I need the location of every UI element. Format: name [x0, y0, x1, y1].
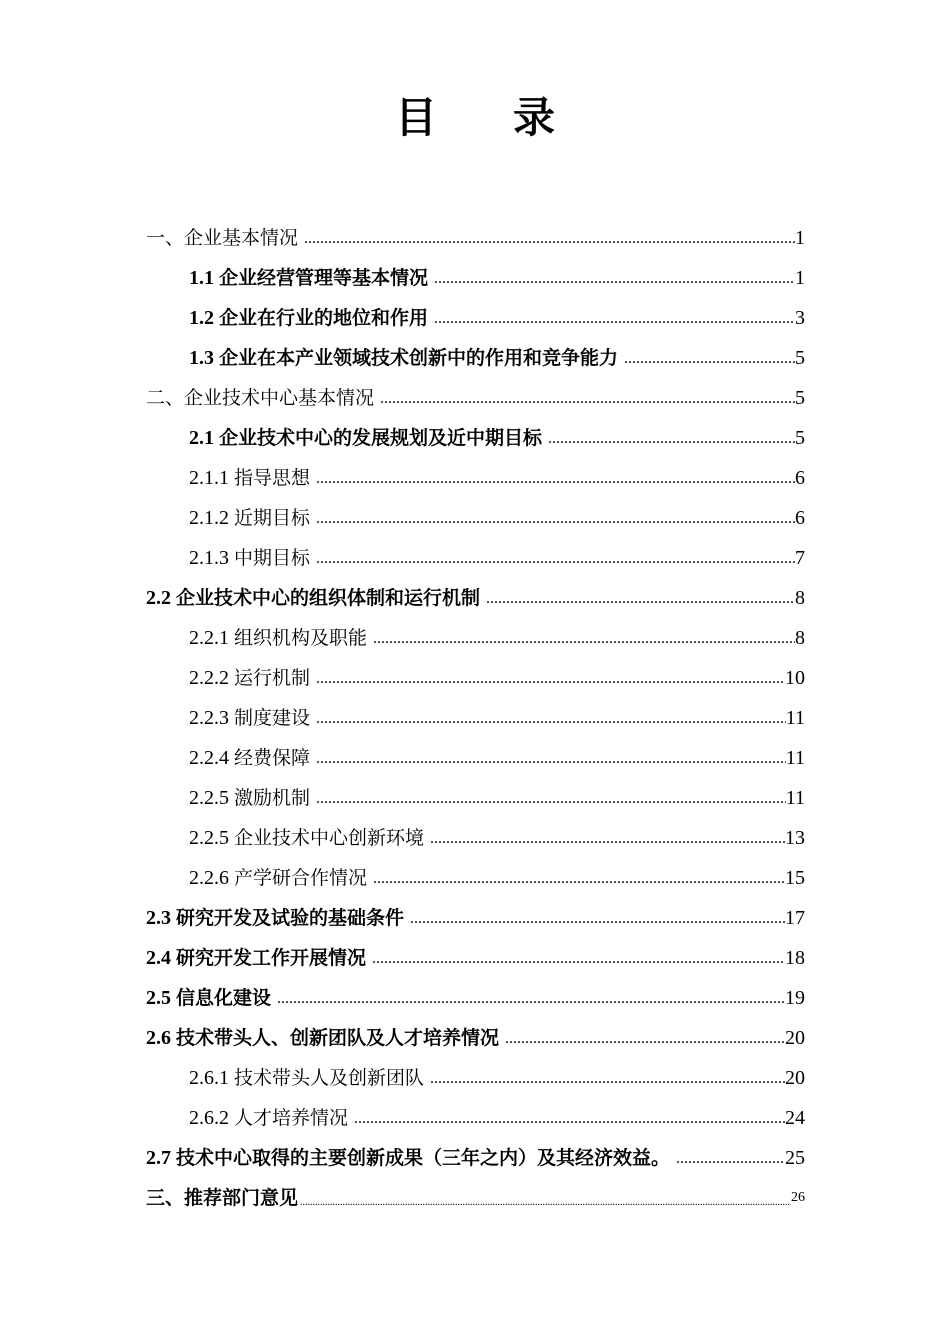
toc-entry-text: 组织机构及职能: [234, 627, 368, 649]
toc-page-number: 5: [795, 427, 805, 449]
toc-entry-number: 2.1.1: [189, 467, 234, 489]
toc-entry[interactable]: [146, 1136, 805, 1176]
toc-entry-label: [189, 465, 310, 496]
toc-entry-text: 一、企业基本情况: [146, 227, 299, 249]
toc-entry-number: 2.2.1: [189, 627, 234, 649]
toc-leader-dots: [304, 229, 795, 256]
toc-entry-number: 2.6: [146, 1027, 176, 1049]
toc-leader-dots: [316, 789, 786, 816]
toc-entry-label: [189, 305, 428, 336]
toc-leader-dots: [354, 1109, 785, 1136]
toc-page-number: 18: [785, 947, 805, 969]
toc-entry-text: 企业在行业的地位和作用: [219, 307, 429, 329]
toc-leader-dots: [434, 309, 795, 336]
toc-entry-number: 1.1: [189, 267, 219, 289]
toc-entry-label: [189, 1065, 424, 1096]
toc-entry[interactable]: [146, 1176, 805, 1216]
toc-entry[interactable]: [189, 456, 805, 496]
toc-entry-label: [189, 745, 310, 776]
toc-entry[interactable]: [189, 776, 805, 816]
toc-entry-number: 2.2.3: [189, 707, 234, 729]
toc-entry-number: 2.1: [189, 427, 219, 449]
toc-entry[interactable]: [189, 616, 805, 656]
toc-page-number: 19: [785, 987, 805, 1009]
toc-entry-number: 2.6.1: [189, 1067, 234, 1089]
toc-entry-text: 产学研合作情况: [234, 867, 368, 889]
toc-entry-label: [146, 1185, 298, 1216]
toc-entry-text: 企业技术中心的组织体制和运行机制: [176, 587, 481, 609]
toc-entry-label: [189, 625, 367, 656]
toc-entry-number: 2.2: [146, 587, 176, 609]
toc-leader-dots: [430, 1069, 785, 1096]
toc-entry-number: 2.7: [146, 1147, 176, 1169]
toc-entry[interactable]: [189, 696, 805, 736]
toc-entry[interactable]: [146, 376, 805, 416]
toc-entry-text: 三、推荐部门意见: [146, 1187, 299, 1209]
toc-entry-label: [189, 785, 310, 816]
toc-page-number: 26: [791, 1190, 805, 1205]
toc-entry-label: [146, 385, 374, 416]
toc-leader-dots: [277, 989, 785, 1016]
toc-leader-dots: [676, 1149, 785, 1176]
toc-entry[interactable]: [189, 1096, 805, 1136]
toc-entry-text: 经费保障: [234, 747, 311, 769]
toc-leader-dots: [430, 829, 785, 856]
toc-entry[interactable]: [146, 1016, 805, 1056]
toc-entry-number: 2.2.4: [189, 747, 234, 769]
toc-entry-text: 近期目标: [234, 507, 311, 529]
toc-page-number: 13: [785, 827, 805, 849]
toc-entry-text: 技术中心取得的主要创新成果（三年之内）及其经济效益。: [176, 1147, 671, 1169]
toc-entry-number: 2.2.2: [189, 667, 234, 689]
toc-entry-text: 企业在本产业领域技术创新中的作用和竞争能力: [219, 347, 619, 369]
toc-entry-number: 1.2: [189, 307, 219, 329]
toc-entry[interactable]: [189, 856, 805, 896]
toc-entry-text: 企业技术中心创新环境: [234, 827, 425, 849]
toc-entry[interactable]: [146, 216, 805, 256]
toc-entry[interactable]: [189, 416, 805, 456]
toc-leader-dots: [434, 269, 795, 296]
toc-page-number: 20: [785, 1067, 805, 1089]
toc-entry-number: 2.2.5: [189, 787, 234, 809]
title-char-1: 目: [394, 93, 437, 142]
toc-entry-text: 运行机制: [234, 667, 311, 689]
toc-leader-dots: [505, 1029, 785, 1056]
toc-leader-dots: [316, 549, 795, 576]
toc-entry[interactable]: [189, 296, 805, 336]
toc-page-number: 24: [785, 1107, 805, 1129]
toc-entry-label: [189, 865, 367, 896]
toc-entry[interactable]: [146, 576, 805, 616]
toc-leader-dots: [316, 469, 795, 496]
toc-entry[interactable]: [189, 816, 805, 856]
toc-page-number: 17: [785, 907, 805, 929]
toc-page-number: 25: [785, 1147, 805, 1169]
toc-entry-number: 2.1.2: [189, 507, 234, 529]
toc-entry-label: [146, 585, 480, 616]
toc-entry-number: 2.4: [146, 947, 176, 969]
toc-entry-text: 二、企业技术中心基本情况: [146, 387, 375, 409]
toc-entry[interactable]: [146, 936, 805, 976]
toc-entry[interactable]: [189, 736, 805, 776]
toc-entry-number: 2.5: [146, 987, 176, 1009]
toc-entry[interactable]: [146, 896, 805, 936]
toc-entry-text: 信息化建设: [176, 987, 272, 1009]
toc-page-number: 7: [795, 547, 805, 569]
toc-leader-dots: [316, 669, 785, 696]
toc-leader-dots: [486, 589, 795, 616]
toc-entry-label: [189, 1105, 348, 1136]
toc-entry[interactable]: [189, 1056, 805, 1096]
toc-page-number: 3: [795, 307, 805, 329]
toc-entry[interactable]: [189, 256, 805, 296]
toc-page-number: 6: [795, 507, 805, 529]
toc-entry[interactable]: [189, 496, 805, 536]
toc-entry-text: 人才培养情况: [234, 1107, 349, 1129]
toc-entry-label: [189, 825, 424, 856]
toc-entry[interactable]: [189, 536, 805, 576]
toc-entry-text: 指导思想: [234, 467, 311, 489]
toc-entry-label: [189, 545, 310, 576]
toc-entry-label: [146, 1145, 670, 1176]
toc-page-number: 11: [785, 707, 805, 729]
toc-leader-dots: [373, 629, 795, 656]
toc-entry-label: [189, 665, 310, 696]
toc-page-number: 6: [795, 467, 805, 489]
toc-entry-number: 2.2.5: [189, 827, 234, 849]
toc-leader-dots: [373, 869, 785, 896]
toc-page-number: 8: [795, 587, 805, 609]
toc-leader-dots: [316, 709, 786, 736]
toc-entry-number: 2.3: [146, 907, 176, 929]
toc-leader-dots: [624, 349, 795, 376]
toc-page-number: 5: [795, 387, 805, 409]
toc-page-number: 11: [785, 747, 805, 769]
title-char-2: 录: [513, 93, 556, 142]
toc-entry-text: 中期目标: [234, 547, 311, 569]
toc-leader-dots: [380, 389, 795, 416]
toc-leader-dots: [316, 509, 795, 536]
toc-entry-text: 企业经营管理等基本情况: [219, 267, 429, 289]
toc-leader-dots: [410, 909, 785, 936]
toc-leader-dots: [548, 429, 795, 456]
toc-leader-dots: [316, 749, 786, 776]
toc-entry-label: [146, 1025, 499, 1056]
toc-entry[interactable]: [189, 656, 805, 696]
toc-entry-text: 研究开发及试验的基础条件: [176, 907, 405, 929]
toc-page-number: 8: [795, 627, 805, 649]
page-title: [0, 92, 950, 144]
toc-entry-label: [189, 705, 310, 736]
toc-entry-number: 2.1.3: [189, 547, 234, 569]
toc-entry[interactable]: [146, 976, 805, 1016]
toc-leader-dots: [372, 949, 785, 976]
toc-page-number: 11: [785, 787, 805, 809]
toc-entry-text: 研究开发工作开展情况: [176, 947, 367, 969]
toc-entry-label: [146, 985, 271, 1016]
toc-page-number: 15: [785, 867, 805, 889]
toc-entry-text: 激励机制: [234, 787, 311, 809]
toc-entry[interactable]: [189, 336, 805, 376]
toc-page-number: 10: [785, 667, 805, 689]
toc-entry-label: [189, 265, 428, 296]
toc-leader-dots: [300, 1196, 791, 1216]
toc-entry-label: [189, 425, 542, 456]
toc-page-number: 1: [795, 227, 805, 249]
toc-entry-text: 企业技术中心的发展规划及近中期目标: [219, 427, 543, 449]
toc-entry-number: 1.3: [189, 347, 219, 369]
toc-page-number: 5: [795, 347, 805, 369]
toc-entry-number: 2.6.2: [189, 1107, 234, 1129]
toc-entry-number: 2.2.6: [189, 867, 234, 889]
toc-entry-label: [146, 225, 298, 256]
toc-page-number: 1: [795, 267, 805, 289]
toc-entry-text: 技术带头人、创新团队及人才培养情况: [176, 1027, 500, 1049]
toc-entry-label: [189, 505, 310, 536]
toc-entry-label: [146, 905, 404, 936]
toc-entry-text: 制度建设: [234, 707, 311, 729]
toc-entry-label: [146, 945, 366, 976]
toc-entry-text: 技术带头人及创新团队: [234, 1067, 425, 1089]
toc-entry-label: [189, 345, 618, 376]
toc-page-number: 20: [785, 1027, 805, 1049]
